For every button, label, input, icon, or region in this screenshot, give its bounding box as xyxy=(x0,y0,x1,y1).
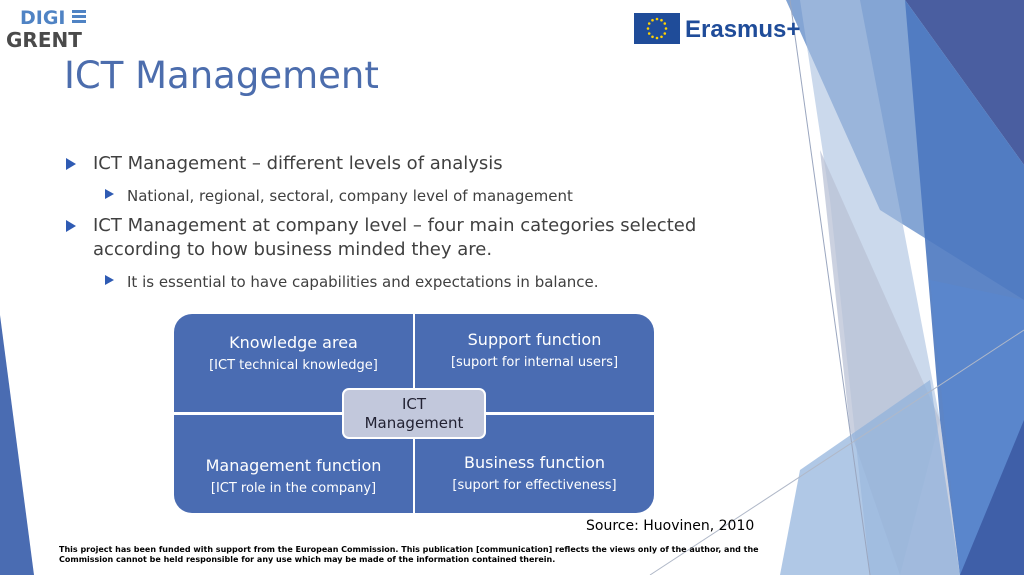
funding-disclaimer: This project has been funded with support from the European Commission. This publication [communication] reflects the views only of the author, and the Commission cannot be held responsible for any use which may be made of the information contained therein. xyxy=(59,545,759,564)
eu-flag-icon xyxy=(634,13,680,44)
matrix-cell-title: Business function xyxy=(464,453,605,472)
matrix-cell-subtitle: [suport for effectiveness] xyxy=(452,478,617,493)
matrix-center-line: ICT xyxy=(401,395,427,413)
matrix-cell-title: Support function xyxy=(467,330,602,349)
triangle-right-icon xyxy=(105,189,114,199)
bullet-text: ICT Management at company level – four main categories selected according to how business minded they are. xyxy=(93,215,697,260)
digigrent-logo-top: DIGI xyxy=(20,7,66,29)
matrix-cell-subtitle: [ICT role in the company] xyxy=(210,481,377,496)
sub-bullet-text: It is essential to have capabilities and expectations in balance. xyxy=(127,273,599,291)
sub-bullet-item xyxy=(64,185,744,207)
bullet-text: ICT Management – different levels of analysis xyxy=(93,153,503,174)
slide-title: ICT Management xyxy=(64,54,379,97)
matrix-cell-subtitle: [ICT technical knowledge] xyxy=(209,358,378,373)
digigrent-logo xyxy=(6,8,86,52)
matrix-center-label xyxy=(342,388,486,439)
sub-bullet-text: National, regional, sectoral, company level of management xyxy=(127,187,573,205)
erasmus-logo xyxy=(634,13,801,47)
ict-management-matrix xyxy=(174,314,654,513)
left-edge-shape xyxy=(0,315,34,575)
erasmus-logo-text: Erasmus+ xyxy=(685,16,801,43)
triangle-right-icon xyxy=(66,158,76,170)
triangle-right-icon xyxy=(66,220,76,232)
matrix-cell-subtitle: [suport for internal users] xyxy=(450,355,619,370)
sub-bullet-item xyxy=(64,271,744,293)
source-citation: Source: Huovinen, 2010 xyxy=(586,518,755,534)
matrix-cell-title: Knowledge area xyxy=(229,333,358,352)
digigrent-logo-bars xyxy=(72,10,86,28)
bullet-list xyxy=(64,152,744,293)
matrix-center-line: Management xyxy=(364,414,464,432)
bullet-item xyxy=(64,152,744,176)
digigrent-logo-bottom: GRENT xyxy=(6,28,82,52)
matrix-cell-title: Management function xyxy=(205,456,382,475)
bullet-item xyxy=(64,214,744,262)
triangle-right-icon xyxy=(105,275,114,285)
